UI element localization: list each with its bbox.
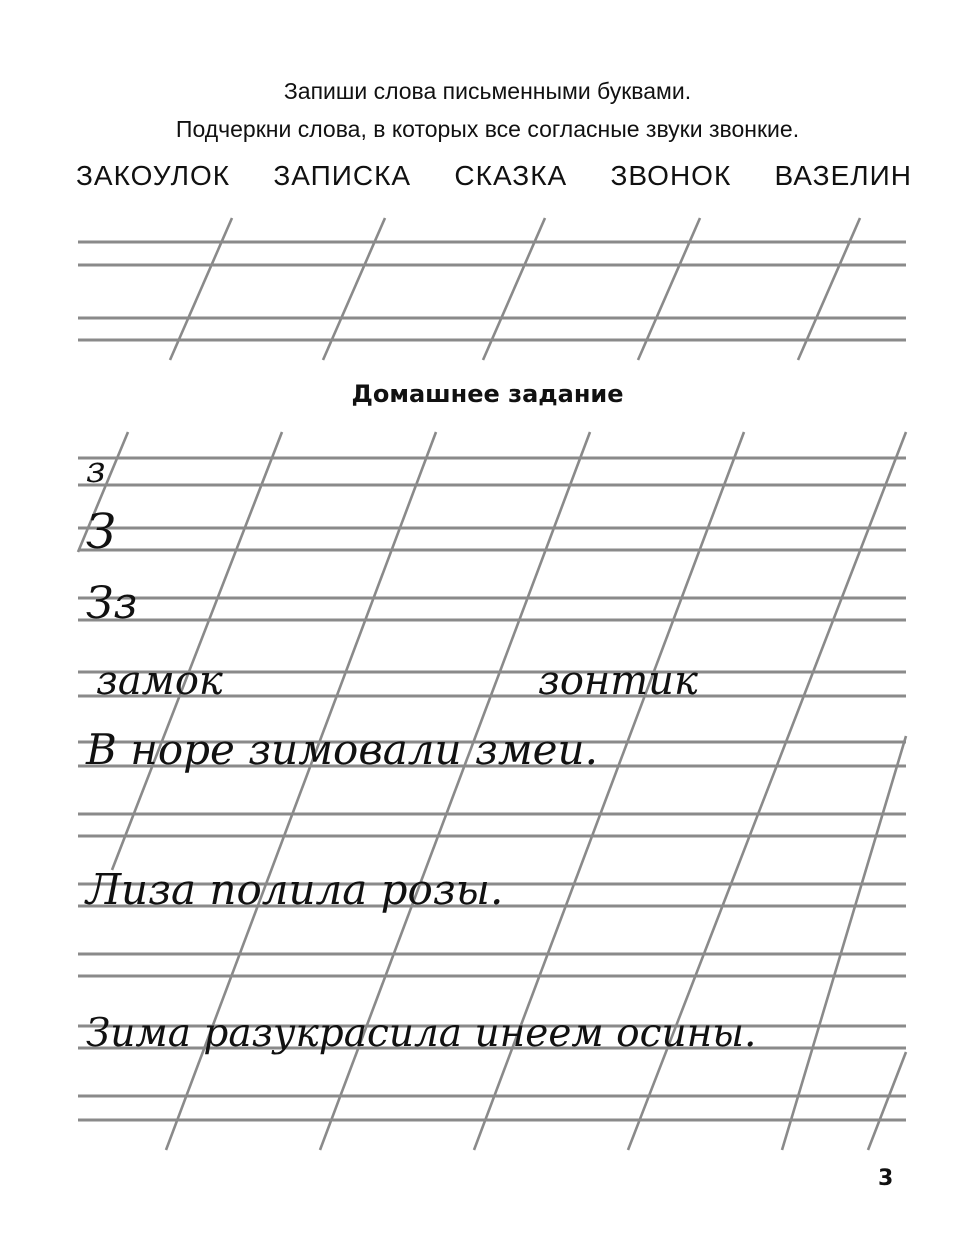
slant-line [868,1052,906,1150]
letter-uppercase-z: З [86,504,116,560]
sentence-2: Лиза полила розы. [86,865,504,914]
sentence-3: Зима разукрасила инеем осины. [86,1011,757,1056]
sample-word-zontik: зонтик [538,658,698,704]
sentence-1: В норе зимовали змеи. [86,725,598,774]
page-number: 3 [878,1166,894,1191]
letter-lowercase-z: з [86,450,106,491]
slant-line [782,736,906,1150]
instruction-line-2: Подчеркни слова, в которых все согласные звуки звонкие. [175,116,800,142]
slant-line [112,432,282,870]
word-item: СКАЗКА [454,160,568,191]
instruction-line-1: Запиши слова письменными буквами. [283,78,692,104]
sample-word-zamok: замок [96,658,223,704]
word-item: ЗАПИСКА [273,160,412,191]
letter-pair-z: Зз [86,578,138,629]
practice-block-upper [78,218,906,360]
homework-title: Домашнее задание [351,380,624,408]
word-item: ВАЗЕЛИН [774,160,912,191]
word-item: ЗАКОУЛОК [76,160,231,191]
word-item: ЗВОНОК [610,160,732,191]
handwriting [84,450,756,1056]
